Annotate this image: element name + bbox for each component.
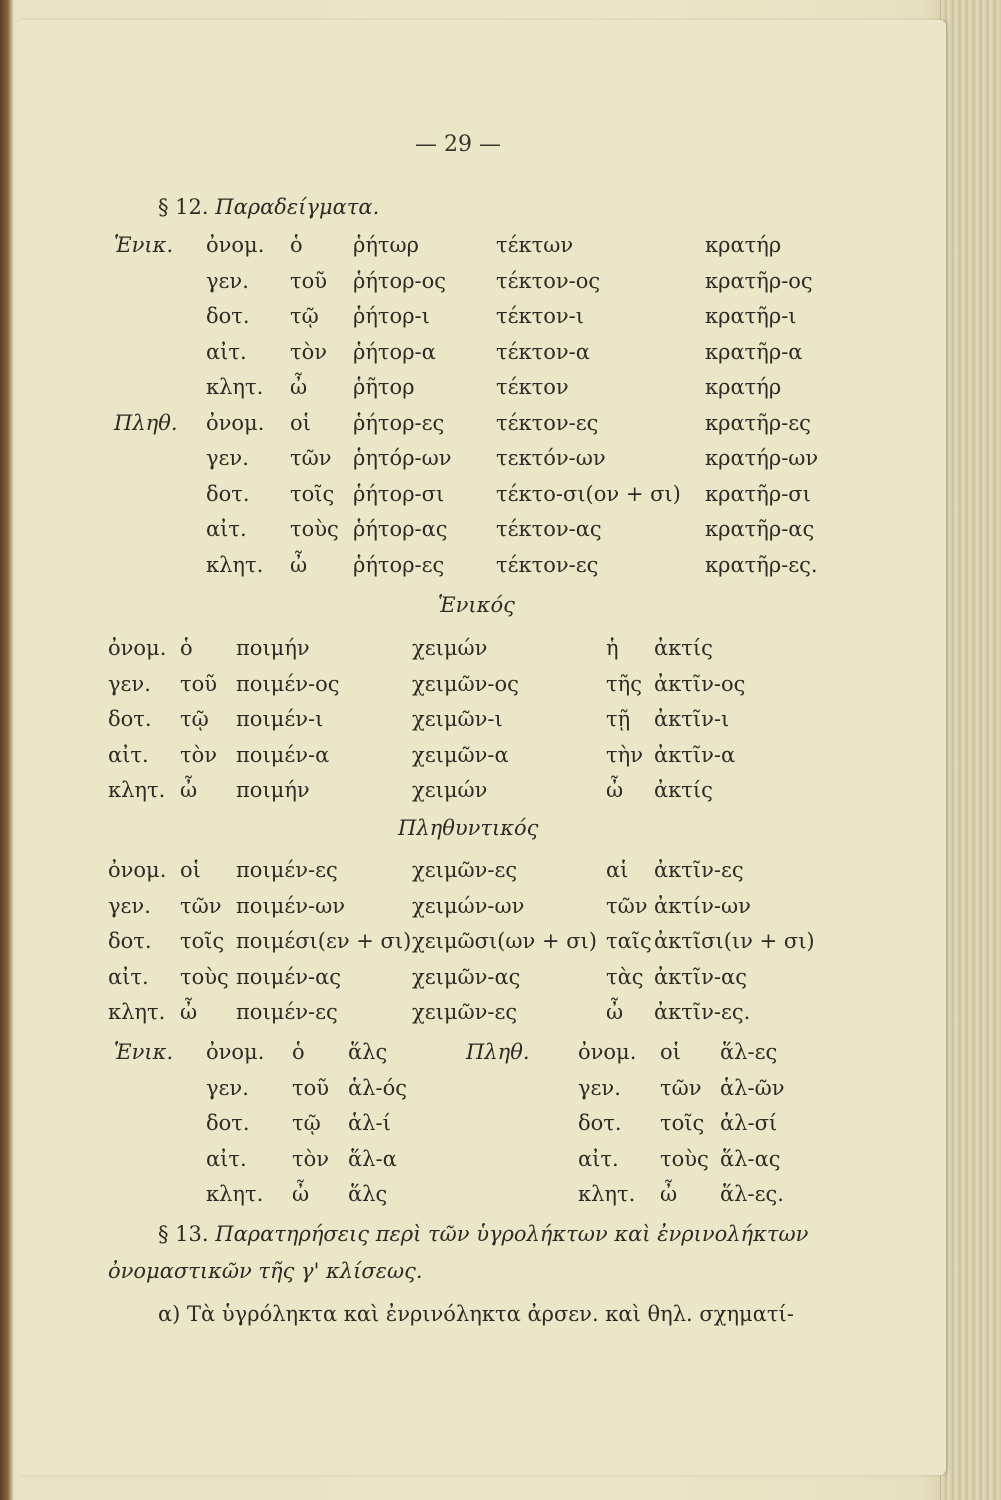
form-krater: κρατῆρ-ας bbox=[705, 517, 815, 541]
article: τὴν bbox=[606, 742, 643, 767]
article: τοῖς bbox=[290, 481, 335, 506]
section-13-title-line2: ὀνομαστικῶν τῆς γ' κλίσεως. bbox=[108, 1259, 423, 1283]
article: τῷ bbox=[290, 304, 319, 328]
case-label: δοτ. bbox=[206, 304, 250, 328]
form-poimen: ποιμέν-ας bbox=[236, 964, 342, 989]
form-aktis: ἀκτῖσι(ιν + σι) bbox=[654, 929, 815, 953]
case-label: γεν. bbox=[108, 671, 151, 696]
form-tekton: τέκτον bbox=[496, 375, 569, 399]
form-hals-plural: ἅλ-ας bbox=[720, 1146, 781, 1171]
form-poimen: ποιμέν-α bbox=[236, 742, 330, 767]
case-label: κλητ. bbox=[206, 375, 264, 399]
form-tekton: τεκτόν-ων bbox=[496, 446, 606, 470]
form-aktis: ἀκτίς bbox=[654, 636, 713, 660]
form-tekton: τέκτον-ι bbox=[496, 304, 584, 328]
case-label: γεν. bbox=[108, 893, 151, 918]
article: τῆς bbox=[606, 671, 642, 696]
form-krater: κρατῆρ-ες bbox=[705, 410, 811, 435]
article: οἱ bbox=[660, 1040, 681, 1064]
article: τοῖς bbox=[660, 1111, 705, 1135]
form-poimen: ποιμέν-ι bbox=[236, 707, 324, 731]
form-poimen: ποιμέν-ων bbox=[236, 893, 345, 918]
form-hals-plural: ἁλ-ῶν bbox=[720, 1075, 785, 1100]
section-title: Παραδείγματα. bbox=[215, 195, 380, 219]
form-aktis: ἀκτίς bbox=[654, 778, 713, 802]
case-label: ὀνομ. bbox=[108, 636, 167, 660]
form-tekton: τέκτον-ος bbox=[496, 268, 601, 293]
article: τῷ bbox=[292, 1111, 321, 1135]
form-cheimon: χειμῶν-ος bbox=[412, 671, 519, 696]
article: τῶν bbox=[180, 893, 222, 918]
case-label: κλητ. bbox=[206, 552, 264, 577]
form-hals-singular: ἅλς bbox=[348, 1182, 388, 1206]
form-poimen: ποιμήν bbox=[236, 778, 310, 802]
form-krater: κρατῆρ-ες. bbox=[705, 552, 818, 577]
article: τοῖς bbox=[180, 929, 225, 953]
form-hals-plural: ἅλ-ες. bbox=[720, 1182, 784, 1206]
form-hals-singular: ἅλς bbox=[348, 1040, 388, 1064]
form-hals-plural: ἅλ-ες bbox=[720, 1040, 778, 1064]
form-cheimon: χειμῶσι(ων + σι) bbox=[412, 929, 597, 953]
article: ὁ bbox=[292, 1040, 305, 1064]
form-krater: κρατῆρ-α bbox=[705, 339, 803, 364]
form-krater: κρατῆρ-ι bbox=[705, 304, 797, 328]
article: τοὺς bbox=[660, 1146, 709, 1171]
form-rhetor: ῥήτορ-σι bbox=[353, 481, 445, 506]
case-label: αἰτ. bbox=[206, 1146, 247, 1171]
form-krater: κρατήρ-ων bbox=[705, 446, 819, 470]
article: οἱ bbox=[180, 858, 201, 882]
number-label: Πληθ. bbox=[114, 410, 178, 435]
case-label: δοτ. bbox=[206, 481, 250, 506]
case-label: γεν. bbox=[206, 446, 249, 470]
form-cheimon: χειμῶν-ες bbox=[412, 1000, 518, 1024]
case-label: αἰτ. bbox=[578, 1146, 619, 1171]
article: ὁ bbox=[290, 233, 303, 257]
table3-singular-label: Ἑνικ. bbox=[114, 1040, 174, 1064]
form-rhetor: ῥήτορ-ες bbox=[353, 410, 445, 435]
case-label: αἰτ. bbox=[108, 964, 149, 989]
form-rhetor: ῥῆτορ bbox=[353, 375, 415, 399]
case-label: γεν. bbox=[578, 1075, 621, 1100]
case-label: αἰτ. bbox=[108, 742, 149, 767]
form-cheimon: χειμῶν-ι bbox=[412, 707, 503, 731]
form-poimen: ποιμέσι(εν + σι) bbox=[236, 929, 412, 953]
case-label: ὀνομ. bbox=[206, 233, 265, 257]
case-label: δοτ. bbox=[206, 1111, 250, 1135]
form-poimen: ποιμέν-ες bbox=[236, 1000, 338, 1024]
form-tekton: τέκτον-α bbox=[496, 339, 590, 364]
article: ὦ bbox=[292, 1182, 310, 1206]
article: τὰς bbox=[606, 964, 644, 989]
form-tekton: τέκτον-ας bbox=[496, 517, 602, 541]
form-tekton: τέκτο-σι(ον + σι) bbox=[496, 481, 681, 506]
article: ὦ bbox=[290, 552, 308, 577]
section-number: § 12. bbox=[158, 195, 209, 219]
singular-heading: Ἑνικός bbox=[438, 593, 515, 617]
case-label: δοτ. bbox=[578, 1111, 622, 1135]
case-label: δοτ. bbox=[108, 929, 152, 953]
plural-heading: Πληθυντικός bbox=[398, 816, 539, 840]
article: τῶν bbox=[290, 446, 332, 470]
form-poimen: ποιμέν-ος bbox=[236, 671, 340, 696]
case-label: αἰτ. bbox=[206, 517, 247, 541]
case-label: ὀνομ. bbox=[206, 1040, 265, 1064]
form-aktis: ἀκτῖν-ες. bbox=[654, 1000, 751, 1024]
form-tekton: τέκτων bbox=[496, 233, 574, 257]
form-rhetor: ῥήτορ-ος bbox=[353, 268, 447, 293]
article: ταῖς bbox=[606, 929, 652, 953]
case-label: κλητ. bbox=[206, 1182, 264, 1206]
article: τοῦ bbox=[292, 1075, 330, 1100]
form-aktis: ἀκτῖν-α bbox=[654, 742, 736, 767]
form-krater: κρατῆρ-σι bbox=[705, 481, 811, 506]
form-cheimon: χειμών bbox=[412, 636, 488, 660]
article: τοὺς bbox=[180, 964, 229, 989]
form-rhetor: ῥήτωρ bbox=[353, 233, 420, 257]
form-aktis: ἀκτῖν-ος bbox=[654, 671, 746, 696]
form-tekton: τέκτον-ες bbox=[496, 552, 599, 577]
form-cheimon: χειμῶν-ας bbox=[412, 964, 521, 989]
form-cheimon: χειμών-ων bbox=[412, 893, 525, 918]
form-hals-singular: ἅλ-α bbox=[348, 1146, 397, 1171]
paragraph-a: α) Τὰ ὑγρόληκτα καὶ ἐνρινόληκτα ἀρσεν. καὶ θηλ. σχηματί- bbox=[158, 1302, 794, 1326]
form-rhetor: ῥήτορ-ες bbox=[353, 552, 445, 577]
article: τῷ bbox=[180, 707, 209, 731]
article: τοῦ bbox=[180, 671, 218, 696]
case-label: αἰτ. bbox=[206, 339, 247, 364]
form-poimen: ποιμήν bbox=[236, 636, 310, 660]
form-rhetor: ῥητόρ-ων bbox=[353, 446, 452, 470]
article: τῶν bbox=[660, 1075, 702, 1100]
article: ὦ bbox=[180, 1000, 198, 1024]
section-13-heading bbox=[158, 1222, 808, 1246]
form-krater: κρατήρ bbox=[705, 233, 782, 257]
case-label: ὀνομ. bbox=[206, 410, 265, 435]
article: οἱ bbox=[290, 410, 311, 435]
form-rhetor: ῥήτορ-ι bbox=[353, 304, 430, 328]
number-label: Ἑνικ. bbox=[114, 233, 174, 257]
form-cheimon: χειμῶν-α bbox=[412, 742, 509, 767]
form-rhetor: ῥήτορ-ας bbox=[353, 517, 448, 541]
page-edges bbox=[940, 0, 1001, 1500]
article: τῶν bbox=[606, 893, 648, 918]
article: τοὺς bbox=[290, 517, 339, 541]
form-tekton: τέκτον-ες bbox=[496, 410, 599, 435]
case-label: κλητ. bbox=[578, 1182, 636, 1206]
case-label: γεν. bbox=[206, 268, 249, 293]
article: ὦ bbox=[180, 778, 198, 802]
article: τὸν bbox=[180, 742, 218, 767]
article: αἱ bbox=[606, 858, 629, 882]
article: ὦ bbox=[290, 375, 308, 399]
case-label: ὀνομ. bbox=[108, 858, 167, 882]
form-cheimon: χειμῶν-ες bbox=[412, 858, 518, 882]
section-13-number: § 13. bbox=[158, 1222, 209, 1246]
page-number: — 29 — bbox=[415, 132, 501, 157]
article: ὦ bbox=[660, 1182, 678, 1206]
article: ὦ bbox=[606, 778, 624, 802]
form-cheimon: χειμών bbox=[412, 778, 488, 802]
form-hals-singular: ἁλ-ός bbox=[348, 1075, 407, 1100]
form-aktis: ἀκτίν-ων bbox=[654, 893, 751, 918]
case-label: κλητ. bbox=[108, 1000, 166, 1024]
form-poimen: ποιμέν-ες bbox=[236, 858, 338, 882]
form-hals-singular: ἁλ-ί bbox=[348, 1111, 391, 1135]
article: ἡ bbox=[606, 636, 619, 660]
form-hals-plural: ἁλ-σί bbox=[720, 1111, 778, 1135]
section-12-heading bbox=[158, 195, 379, 219]
case-label: ὀνομ. bbox=[578, 1040, 637, 1064]
article: ὦ bbox=[606, 1000, 624, 1024]
section-13-title-line1: Παρατηρήσεις περὶ τῶν ὑγρολήκτων καὶ ἐνρινολήκτων bbox=[215, 1222, 809, 1246]
form-aktis: ἀκτῖν-ας bbox=[654, 964, 747, 989]
case-label: δοτ. bbox=[108, 707, 152, 731]
article: τῇ bbox=[606, 707, 631, 731]
article: τὸν bbox=[292, 1146, 330, 1171]
article: τὸν bbox=[290, 339, 328, 364]
form-krater: κρατήρ bbox=[705, 375, 782, 399]
form-krater: κρατῆρ-ος bbox=[705, 268, 813, 293]
form-aktis: ἀκτῖν-ες bbox=[654, 858, 744, 882]
form-aktis: ἀκτῖν-ι bbox=[654, 707, 730, 731]
table3-plural-label: Πληθ. bbox=[466, 1040, 530, 1064]
article: τοῦ bbox=[290, 268, 328, 293]
case-label: γεν. bbox=[206, 1075, 249, 1100]
form-rhetor: ῥήτορ-α bbox=[353, 339, 436, 364]
article: ὁ bbox=[180, 636, 193, 660]
case-label: κλητ. bbox=[108, 778, 166, 802]
